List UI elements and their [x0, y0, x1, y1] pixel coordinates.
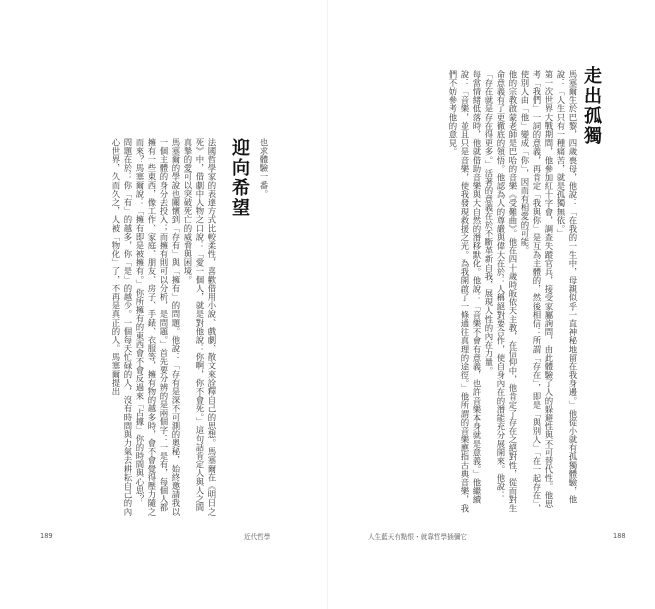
paragraph: 第一次世界大戰期間，他參加紅十字會，調查失蹤官兵，接受家屬詢問，由此體驗了人的躲避性與不可替代性。他思考「我們」一詞的意義，再肯定「我與你」是互為主體的，然後相信：所謂「存在」，即是「與別人」「在一起存在」，使別人由「他」變成「你」，因而有相愛的可能。: [520, 70, 554, 513]
gutter: [327, 0, 328, 609]
page-number: 189: [40, 532, 53, 540]
running-head: 近代哲學: [244, 533, 271, 541]
paragraph: 馬塞爾生於巴黎，四歲喪母，他說：「在我的一生中，母親似乎一直神秘地留在我身邊。」他從小就有孤獨體驗，他說：「人生只有一種痛苦，就是孤獨無依。」: [556, 70, 578, 504]
right-page: [328, 0, 655, 609]
section-heading-toward-hope: 迎向希望: [229, 138, 250, 218]
left-body-columns: [50, 138, 218, 516]
paragraph: 每當情緒低落時，他就借助音樂與大自然的潛移默化。他說：「音樂不會有意義，也許音樂本身就是意義。」他繼續說：「音樂，並且只是音樂，使我發現救援之光。為我開啟了一條通往真理的途徑。」他所謂的音樂應指古典音樂，我們不妨參考他的意見。: [448, 70, 482, 513]
page-number: 188: [613, 532, 626, 540]
running-head: 人生藍天有點恨・就靠哲學插彌它: [368, 533, 467, 541]
right-body-columns: [373, 70, 579, 515]
paragraph: 問題在於：你「有」的越多，你「是」的越少。一個每天忙碌的人，沒有時間與力氣去耕耘自己的內心世界，久而久之，人被「物化」了，不再是真正的人。馬塞爾提出: [111, 138, 133, 516]
section-heading-out-of-loneliness: 走出孤獨: [581, 66, 602, 146]
paragraph: 馬塞爾的學說也關懷到「存有」與「擁有」的問題。他說：「存有是深不可測的奧秘，始終邀請我以一個主體的身分去投入；而擁有則可以分析，是問題。」首先要分辨的是兩個字：一是有，每個人都擁有一些東西，像工作、家庭、朋友、房子、手錶、衣服等，擁有物的越多時，會不會覺得壓力隨之而來？馬塞爾說：「擁有即是被擁有。」你所擁有的東西會不會反過來「占據」你的時間與心思？: [135, 138, 181, 516]
continued-fragment: 也求體驗一番。: [259, 138, 269, 199]
left-page: [0, 0, 327, 609]
paragraph: 法國哲學家的表達方式比較柔性，喜歡借用小說、戲劇、散文來詮釋自己的思想。馬塞爾在《明日之死》中，借劇中人物之口說：「愛一個人，就是對他說：你啊，你不會死。」這句話肯定人與人之間真摯的愛可以突破死亡的威脅與困境。: [183, 138, 217, 516]
paragraph: 他的宗教啟蒙老師是巴哈的音樂《受難曲》。他在四十歲時皈依天主教，在信仰中，他肯定了存在之絕對性，從而對生命意義有了更徹底的領悟。他認為人的尊嚴與偉大在於：人稱絕對要合作，使自身內在的潛能充分展開來。他說：「存在就是存在得更多。」活著的意義在於不斷革新自我，展現人性的內在力量。: [484, 70, 518, 513]
